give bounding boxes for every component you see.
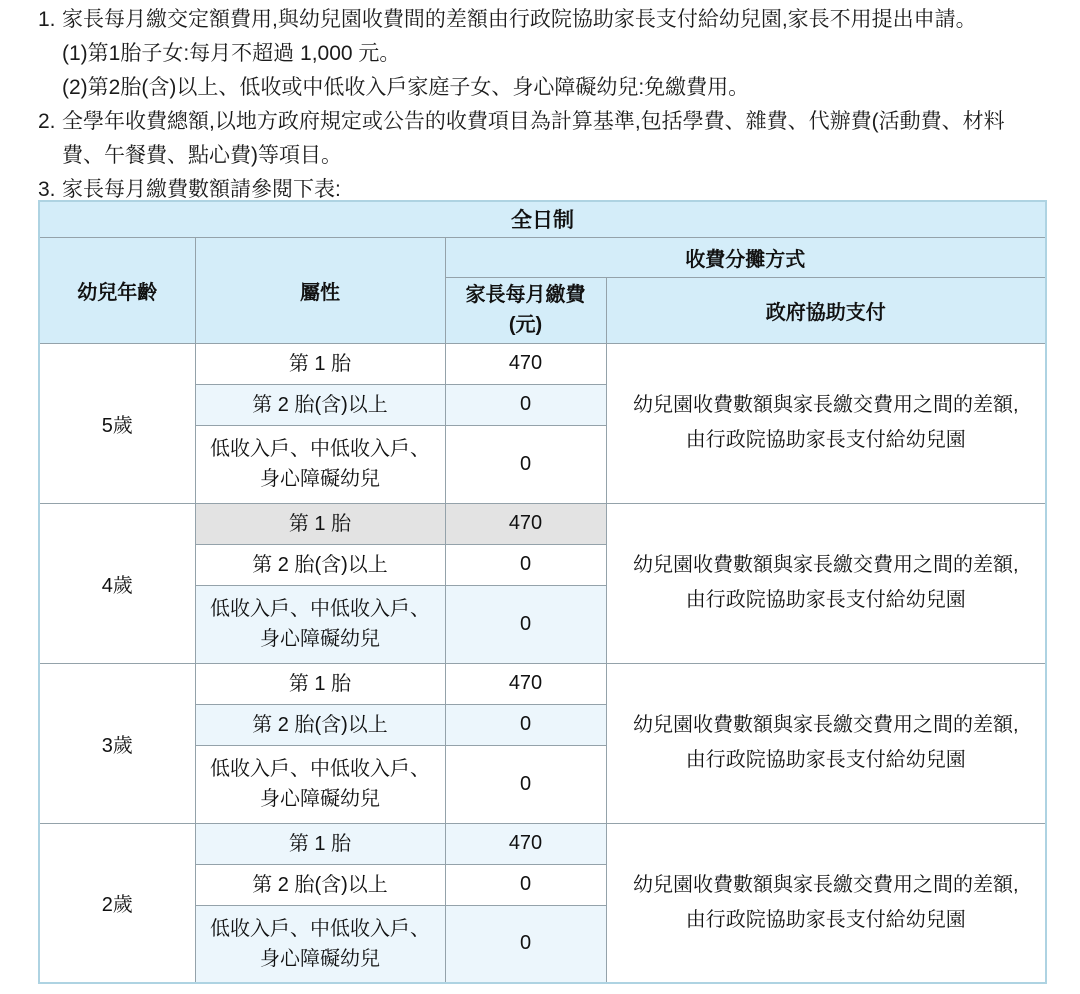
fee-cell: 0	[445, 425, 606, 503]
list-number: 2.	[38, 110, 56, 133]
intro-item-3-text: 家長每月繳費數額請參閱下表:	[62, 178, 341, 201]
attr-cell: 第 2 胎(含)以上	[195, 544, 445, 585]
attr-cell: 第 1 胎	[195, 503, 445, 544]
attr-cell: 低收入戶、中低收入戶、身心障礙幼兒	[195, 425, 445, 503]
attr-cell: 第 2 胎(含)以上	[195, 704, 445, 745]
intro-notes	[38, 3, 1040, 207]
table-title: 全日制	[39, 201, 1046, 237]
age-cell: 5歲	[39, 343, 195, 503]
attr-cell: 第 2 胎(含)以上	[195, 384, 445, 425]
fee-cell: 0	[445, 864, 606, 905]
group-age-4	[39, 503, 1046, 663]
fee-cell: 0	[445, 905, 606, 983]
table-header-row-1	[39, 237, 1046, 277]
gov-cell: 幼兒園收費數額與家長繳交費用之間的差額,由行政院協助家長支付給幼兒園	[606, 343, 1046, 503]
intro-item-1	[38, 3, 1040, 105]
header-cell-share: 收費分攤方式	[445, 237, 1046, 277]
attr-cell: 低收入戶、中低收入戶、身心障礙幼兒	[195, 905, 445, 983]
group-age-2	[39, 823, 1046, 983]
header-cell-gov: 政府協助支付	[606, 277, 1046, 343]
age-cell: 4歲	[39, 503, 195, 663]
intro-item-1-sub-1: (1)第1胎子女:每月不超過 1,000 元。	[62, 42, 401, 65]
list-number: 3.	[38, 178, 56, 201]
attr-cell: 低收入戶、中低收入戶、身心障礙幼兒	[195, 585, 445, 663]
fee-cell: 0	[445, 745, 606, 823]
fee-cell: 470	[445, 663, 606, 704]
gov-cell: 幼兒園收費數額與家長繳交費用之間的差額,由行政院協助家長支付給幼兒園	[606, 663, 1046, 823]
age-cell: 2歲	[39, 823, 195, 983]
table-title-row	[39, 201, 1046, 237]
header-cell-parent-fee	[445, 277, 606, 343]
age-cell: 3歲	[39, 663, 195, 823]
list-number: 1.	[38, 8, 56, 31]
fee-cell: 0	[445, 544, 606, 585]
fee-cell: 0	[445, 384, 606, 425]
parent-fee-label-line2: (元)	[508, 314, 543, 336]
intro-item-1-sub-2: (2)第2胎(含)以上、低收或中低收入戶家庭子女、身心障礙幼兒:免繳費用。	[62, 76, 750, 99]
group-age-3	[39, 663, 1046, 823]
attr-cell: 第 1 胎	[195, 663, 445, 704]
table-row	[39, 663, 1046, 704]
attr-cell: 第 2 胎(含)以上	[195, 864, 445, 905]
fee-table	[38, 200, 1047, 984]
fee-cell: 470	[445, 343, 606, 384]
group-age-5	[39, 343, 1046, 503]
fee-cell: 470	[445, 823, 606, 864]
header-cell-attr: 屬性	[195, 237, 445, 343]
attr-cell: 第 1 胎	[195, 823, 445, 864]
fee-cell: 0	[445, 585, 606, 663]
fee-cell: 0	[445, 704, 606, 745]
table-row	[39, 343, 1046, 384]
header-cell-age: 幼兒年齡	[39, 237, 195, 343]
parent-fee-label-line1: 家長每月繳費	[465, 284, 586, 306]
intro-item-2	[38, 105, 1040, 173]
gov-cell: 幼兒園收費數額與家長繳交費用之間的差額,由行政院協助家長支付給幼兒園	[606, 503, 1046, 663]
intro-item-2-text: 全學年收費總額,以地方政府規定或公告的收費項目為計算基準,包括學費、雜費、代辦費(活動費、材料費、午餐費、點心費)等項目。	[62, 110, 1005, 167]
table-row-highlighted	[39, 503, 1046, 544]
attr-cell: 低收入戶、中低收入戶、身心障礙幼兒	[195, 745, 445, 823]
intro-item-1-text: 家長每月繳交定額費用,與幼兒園收費間的差額由行政院協助家長支付給幼兒園,家長不用提出申請。	[62, 8, 977, 31]
fee-cell: 470	[445, 503, 606, 544]
gov-cell: 幼兒園收費數額與家長繳交費用之間的差額,由行政院協助家長支付給幼兒園	[606, 823, 1046, 983]
table-row	[39, 823, 1046, 864]
attr-cell: 第 1 胎	[195, 343, 445, 384]
